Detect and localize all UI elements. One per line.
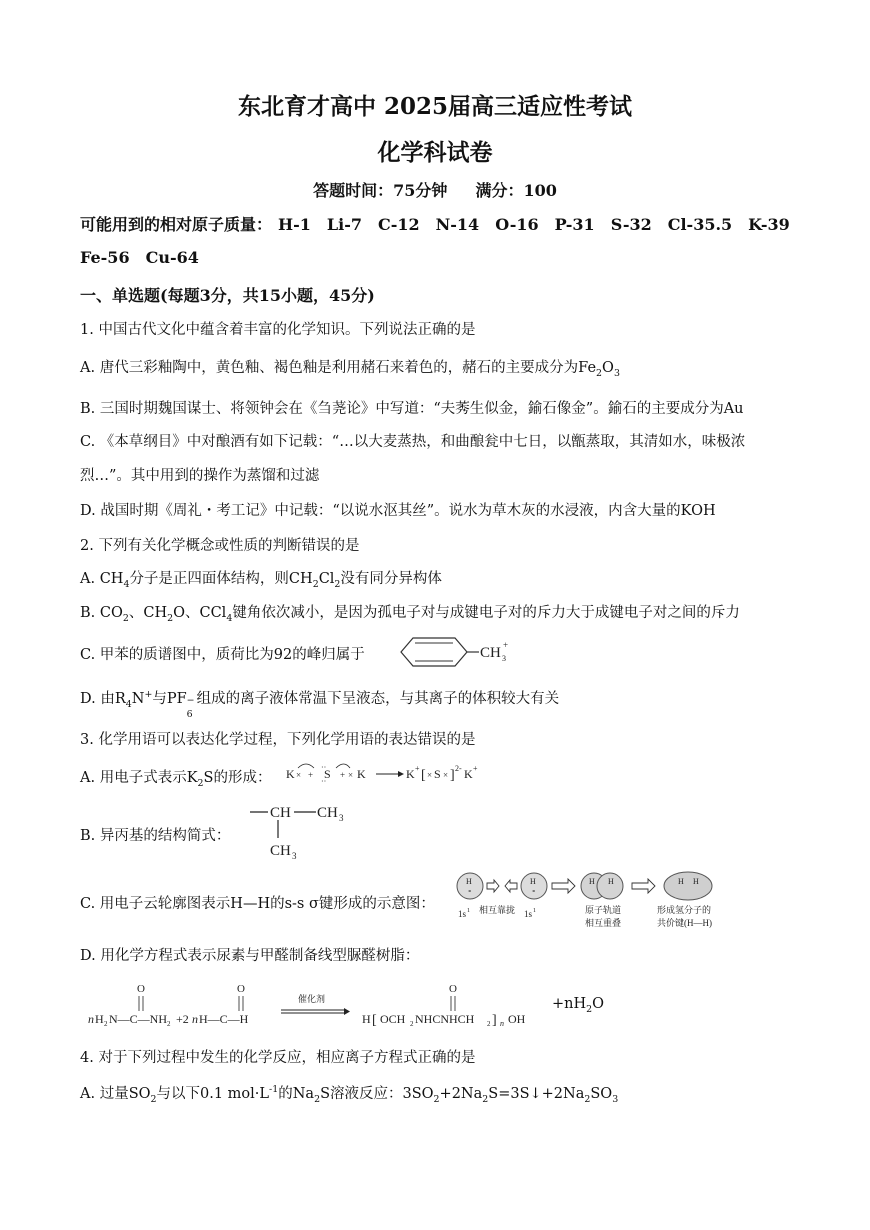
section-title: 一、单选题(每题3分，共15小题，45分) [80,286,375,305]
svg-text:形成氢分子的: 形成氢分子的 [657,905,712,915]
svg-text:3: 3 [339,813,344,823]
q2-option-b: B. $CO_2$、$CH_2O$、CCl$_4$键角依次减小，是因为孤电子对与成键电子对的斥力大于成键电子对之间的斥力 [80,605,740,624]
svg-text:1: 1 [467,908,470,914]
k2s-electron-dot-formation [284,760,484,788]
svg-text:K: K [286,767,295,781]
q1-stem: 1. 中国古代文化中蕴含着丰富的化学知识。下列说法正确的是 [80,322,476,338]
q2-option-a: A. $CH_4$分子是正四面体结构，则$CH_2Cl_2$没有同分异构体 [80,571,442,590]
svg-text:2-: 2- [455,764,462,773]
mass-item: Li-7 [326,215,363,234]
svg-text:H: H [608,877,614,886]
time-label: 答题时间：75分钟 [313,181,448,200]
toluene-cation-structure [393,632,523,672]
svg-text:相互靠拢: 相互靠拢 [479,905,516,915]
q3-option-d: D. 用化学方程式表示尿素与甲醛制备线型脲醛树脂： [80,948,420,964]
svg-text:相互重叠: 相互重叠 [585,918,622,928]
mass-item: C-12 [378,215,420,234]
q3-option-c: C. 用电子云轮廓图表示H—H的s-s σ键形成的示意图： [80,896,435,912]
svg-text:CH: CH [317,805,338,821]
q1-option-b: B. 三国时期魏国谋士、将领钟会在《刍荛论》中写道：“夫莠生似金，鍮石像金”。鍮石的主要成分为Au [80,401,744,417]
q3-option-b: B. 异丙基的结构简式： [80,828,231,844]
svg-text:共价键(H—H): 共价键(H—H) [657,918,712,928]
q3-option-a: A. 用电子式表示$K_2S$的形成： [80,770,272,789]
svg-text:n: n [88,1012,94,1026]
mass-item: P-31 [554,215,595,234]
svg-text:H: H [95,1012,104,1026]
svg-text:[: [ [372,1013,377,1028]
svg-text:1s: 1s [458,909,467,919]
svg-text:H: H [589,877,595,886]
svg-text:+: + [473,764,478,773]
svg-text:OH: OH [508,1012,526,1026]
svg-text:K: K [406,767,415,781]
svg-text:+: + [415,764,420,773]
svg-text:H—C—H: H—C—H [199,1012,249,1026]
svg-text:×: × [427,770,433,780]
svg-text:O: O [237,983,245,995]
q3-stem: 3. 化学用语可以表达化学过程，下列化学用语的表达错误的是 [80,732,476,748]
svg-text:H: H [466,877,472,886]
svg-text:原子轨道: 原子轨道 [585,905,622,915]
svg-text:H: H [530,877,536,886]
equation-water-term: $+nH_2O$ [552,996,605,1015]
svg-text:n: n [500,1019,504,1028]
svg-text:CH: CH [270,843,291,859]
atomic-mass-line-2 [80,248,215,267]
svg-text:2: 2 [104,1020,108,1028]
svg-text:O: O [137,983,145,995]
q4-option-a: A. 过量$SO_2$与以下0.1 $mol\cdot L^{-1}$的$Na_2S$溶液反应：$3SO_2+2Na_2S=3S↓+2Na_2SO_3$ [80,1084,619,1105]
svg-text:∘: ∘ [531,887,536,895]
mass-item: H-1 [278,215,311,234]
q2-option-c: C. 甲苯的质谱图中，质荷比为92的峰归属于 [80,647,365,663]
svg-text:··: ·· [321,777,327,786]
svg-text:3: 3 [502,654,506,663]
svg-text:+: + [308,770,314,780]
svg-text:··: ·· [321,763,327,772]
svg-text:3: 3 [292,851,297,861]
mass-item: Fe-56 [80,248,130,267]
q1-option-d: D. 战国时期《周礼・考工记》中记载：“以说水沤其丝”。说水为草木灰的水浸液，内含大量的KOH [80,503,716,519]
svg-text:+: + [340,770,346,780]
exam-title: 东北育才高中 2025届高三适应性考试 [237,93,633,120]
svg-text:]: ] [450,768,455,783]
svg-text:S: S [324,767,331,781]
q1-option-a: A. 唐代三彩釉陶中，黄色釉、褐色釉是利用赭石来着色的，赭石的主要成分为$Fe_2O_3$ [80,360,620,379]
mass-item: K-39 [748,215,790,234]
svg-text:OCH: OCH [380,1012,406,1026]
svg-text:K: K [464,767,473,781]
svg-text:×: × [296,770,302,780]
svg-text:H: H [362,1012,371,1026]
svg-text:2: 2 [167,1020,171,1028]
atomic-mass-line [80,212,806,235]
q2-stem: 2. 下列有关化学概念或性质的判断错误的是 [80,538,360,554]
exam-info [0,178,870,201]
svg-text:H: H [693,877,699,886]
svg-text:2: 2 [410,1020,414,1028]
svg-text:S: S [434,767,441,781]
svg-text:催化剂: 催化剂 [298,994,326,1004]
atomic-mass-label: 可能用到的相对原子质量： [80,215,273,234]
svg-text:1: 1 [533,908,536,914]
mass-item: O-16 [495,215,539,234]
urea-formaldehyde-equation [86,978,616,1028]
q1-option-c-line2: 烈…”。其中用到的操作为蒸馏和过滤 [80,468,320,484]
score-label: 满分：100 [475,181,557,200]
q2-option-d: D. 由$R_4N^+$与PF − 6 组成的离子液体常温下呈液态，与其离子的体积较大有关 [80,689,560,720]
svg-text:CH: CH [270,805,291,821]
svg-text:O: O [449,983,457,995]
mass-item: N-14 [435,215,480,234]
mass-item: Cl-35.5 [667,215,733,234]
subject-title: 化学科试卷 [377,139,493,166]
svg-text:NHCNHCH: NHCNHCH [415,1012,475,1026]
q4-stem: 4. 对于下列过程中发生的化学反应，相应离子方程式正确的是 [80,1050,476,1066]
q1-option-c-line1: C. 《本草纲目》中对酿酒有如下记载：“…以大麦蒸热，和曲酿瓮中七日，以甑蒸取，其清如水，味极浓 [80,434,746,450]
svg-text:×: × [348,770,354,780]
svg-text:1s: 1s [524,909,533,919]
svg-text:+2: +2 [176,1012,189,1026]
svg-text:×: × [443,770,449,780]
svg-text:∘: ∘ [467,887,472,895]
svg-text:H: H [678,877,684,886]
svg-text:[: [ [421,768,426,783]
svg-text:K: K [357,767,366,781]
mass-item: S-32 [610,215,652,234]
svg-text:2: 2 [487,1020,491,1028]
svg-text:]: ] [492,1013,497,1028]
svg-text:N—C—NH: N—C—NH [109,1012,168,1026]
mass-item: Cu-64 [145,248,199,267]
isopropyl-structure [246,798,366,864]
svg-text:n: n [192,1012,198,1026]
svg-text:+: + [503,640,509,650]
ss-sigma-bond-diagram [452,868,732,934]
svg-text:CH: CH [480,645,501,661]
